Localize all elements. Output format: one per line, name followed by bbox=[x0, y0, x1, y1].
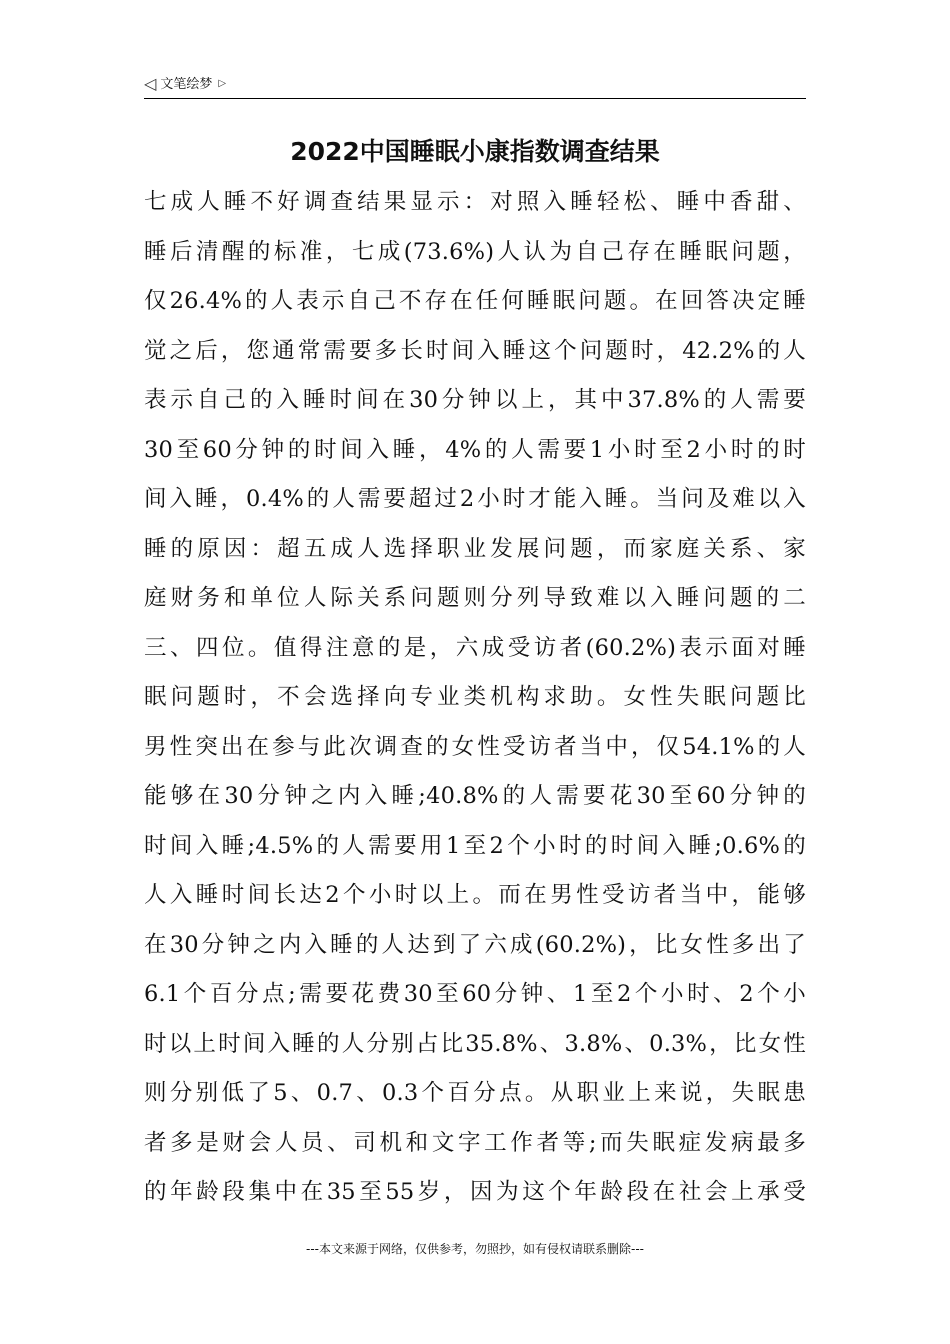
body-line: 睡后清醒的标准，七成(73.6%)人认为自己存在睡眠问题， bbox=[144, 238, 806, 265]
body-line: 时以上时间入睡的人分别占比35.8%、3.8%、0.3%，比女性 bbox=[144, 1030, 806, 1057]
body-line: 者多是财会人员、司机和文字工作者等;而失眠症发病最多 bbox=[144, 1129, 806, 1156]
body-line: 则分别低了5、0.7、0.3个百分点。从职业上来说，失眠患 bbox=[144, 1080, 806, 1106]
body-line: 30至60分钟的时间入睡，4%的人需要1小时至2小时的时 bbox=[144, 436, 806, 463]
body-line: 七成人睡不好调查结果显示：对照入睡轻松、睡中香甜、 bbox=[144, 189, 806, 215]
document-body bbox=[144, 178, 806, 1218]
body-line: 男性突出在参与此次调查的女性受访者当中，仅54.1%的人 bbox=[144, 733, 806, 760]
body-line: 6.1个百分点;需要花费30至60分钟、1至2个小时、2个小 bbox=[144, 981, 806, 1007]
body-line: 人入睡时间长达2个小时以上。而在男性受访者当中，能够 bbox=[144, 882, 806, 908]
body-line: 的年龄段集中在35至55岁，因为这个年龄段在社会上承受 bbox=[144, 1179, 806, 1205]
page-footer: ---本文来源于网络，仅供参考，勿照抄，如有侵权请联系删除--- bbox=[306, 1242, 644, 1256]
body-line: 睡的原因：超五成人选择职业发展问题，而家庭关系、家 bbox=[144, 535, 806, 562]
body-line: 间入睡，0.4%的人需要超过2小时才能入睡。当问及难以入 bbox=[144, 486, 806, 512]
document-title: 2022中国睡眠小康指数调查结果 bbox=[290, 137, 660, 166]
body-line: 表示自己的入睡时间在30分钟以上，其中37.8%的人需要 bbox=[144, 387, 806, 413]
body-line: 仅26.4%的人表示自己不存在任何睡眠问题。在回答决定睡 bbox=[144, 288, 806, 314]
triangle-right-icon: ▷ bbox=[218, 78, 227, 89]
page-header bbox=[144, 74, 806, 99]
body-line: 能够在30分钟之内入睡;40.8%的人需要花30至60分钟的 bbox=[144, 783, 806, 809]
body-line: 眠问题时，不会选择向专业类机构求助。女性失眠问题比 bbox=[144, 684, 806, 710]
triangle-left-icon: ◁ bbox=[144, 74, 157, 93]
header-text: 文笔绘梦 bbox=[160, 77, 213, 92]
body-line: 三、四位。值得注意的是，六成受访者(60.2%)表示面对睡 bbox=[144, 634, 806, 661]
body-line: 庭财务和单位人际关系问题则分列导致难以入睡问题的二 bbox=[144, 585, 806, 611]
body-line: 在30分钟之内入睡的人达到了六成(60.2%)，比女性多出了 bbox=[144, 931, 806, 958]
body-line: 时间入睡;4.5%的人需要用1至2个小时的时间入睡;0.6%的 bbox=[144, 832, 806, 859]
body-line: 觉之后，您通常需要多长时间入睡这个问题时，42.2%的人 bbox=[144, 337, 806, 364]
